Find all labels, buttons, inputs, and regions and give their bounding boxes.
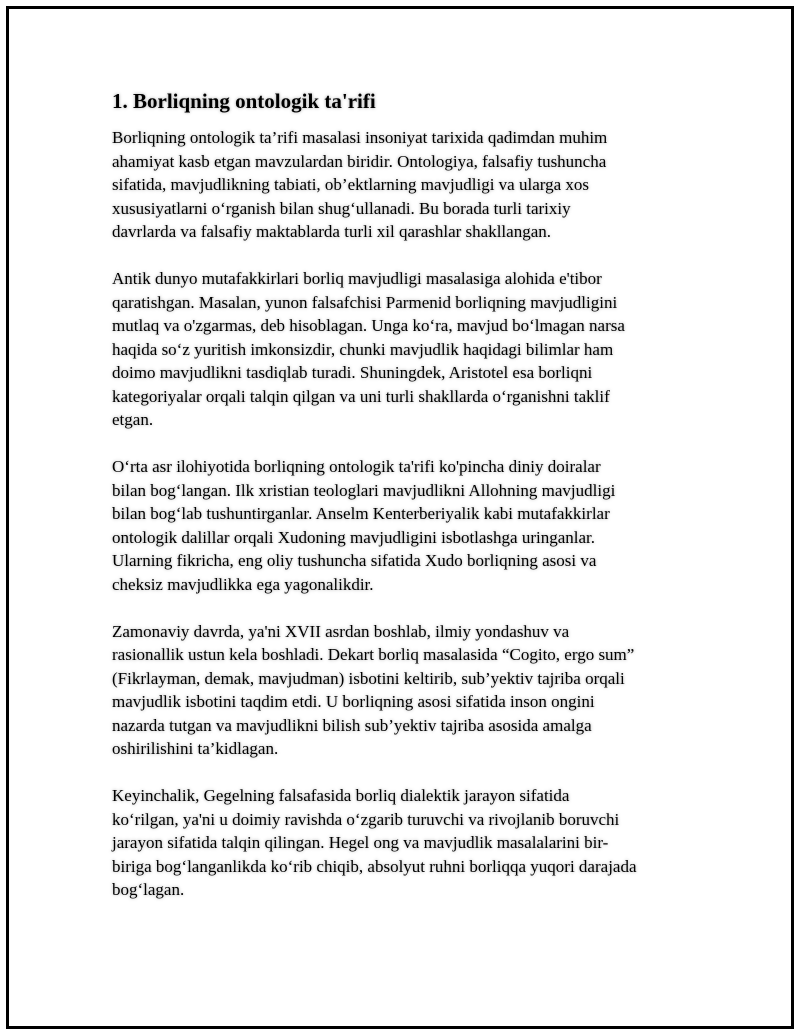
paragraph-modern: Zamonaviy davrda, ya'ni XVII asrdan boshlab, ilmiy yondashuv va rasionallik ustun kela boshladi. Dekart borliq masalasida “Cogito, ergo sum” (Fikrlayman, demak, mavjudman) isbotini keltirib, sub’yektiv tajriba orqali mavjudlik isbotini taqdim etdi. U borliqning asosi sifatida inson ongini nazarda tutgan va mavjudlikni bilish sub’yektiv tajriba asosida amalga oshirilishini ta’kidlagan.: [112, 621, 635, 758]
paragraph-medieval: O‘rta asr ilohiyotida borliqning ontologik ta'rifi ko'pincha diniy doiralar bilan bog‘langan. Ilk xristian teologlari mavjudlikni Allohning mavjudligi bilan bog‘lab tushuntirganlar. Anselm Kenterberiyalik kabi mutafakkirlar ontologik dalillar orqali Xudoning mavjudligini isbotlashga uringanlar. Ularning fikricha, eng oliy tushuncha sifatida Xudo borliqning asosi va cheksiz mavjudlikka ega yagonalikdir.: [112, 457, 616, 594]
document-body: [112, 88, 692, 925]
paragraph-antiquity: Antik dunyo mutafakkirlari borliq mavjudligi masalasiga alohida e'tibor qaratishgan. Masalan, yunon falsafchisi Parmenid borliqning mavjudligini mutlaq va o'zgarmas, deb hisoblagan. Unga ko‘ra, mavjud bo‘lmagan narsa haqida so‘z yuritish imkonsizdir, chunki mavjudlik haqidagi bilimlar ham doimo mavjudlikni tasdiqlab turadi. Shuningdek, Aristotel esa borliqni kategoriyalar orqali talqin qilgan va uni turli shakllarda o‘rganishni taklif etgan.: [112, 269, 625, 429]
paragraph-intro: Borliqning ontologik ta’rifi masalasi insoniyat tarixida qadimdan muhim ahamiyat kasb etgan mavzulardan biridir. Ontologiya, falsafiy tushuncha sifatida, mavjudlikning tabiati, ob’ektlarning mavjudligi va ularga xos xususiyatlarni o‘rganish bilan shug‘ullanadi. Bu borada turli tarixiy davrlarda va falsafiy maktablarda turli xil qarashlar shakllangan.: [112, 128, 608, 241]
section-heading: 1. Borliqning ontologik ta'rifi: [112, 89, 376, 113]
paragraph-hegel: Keyinchalik, Gegelning falsafasida borliq dialektik jarayon sifatida ko‘rilgan, ya'ni u doimiy ravishda o‘zgarib turuvchi va rivojlanib boruvchi jarayon sifatida talqin qilingan. Hegel ong va mavjudlik masalalarini bir- biriga bog‘langanlikda ko‘rib chiqib, absolyut ruhni borliqqa yuqori darajada bog‘lagan.: [112, 786, 637, 899]
